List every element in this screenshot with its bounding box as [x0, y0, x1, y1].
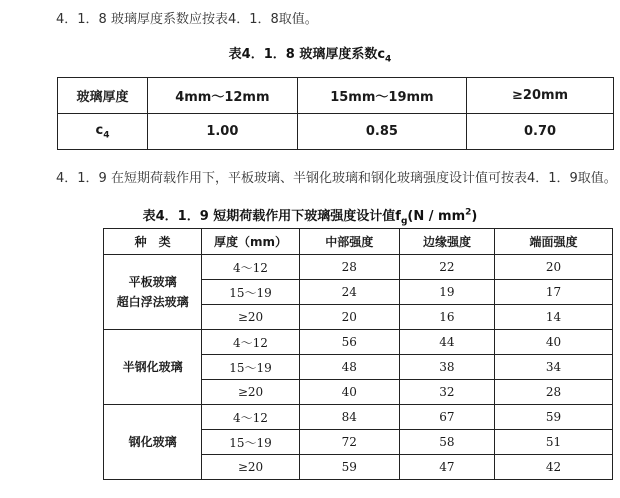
table-cell: 28 — [495, 380, 613, 405]
table-cell: 0.85 — [297, 114, 466, 150]
table-cell: 72 — [299, 430, 399, 455]
table-cell: 20 — [299, 305, 399, 330]
table-cell: 51 — [495, 430, 613, 455]
table-cell: 4mm～12mm — [148, 78, 298, 114]
table-cell: 67 — [399, 405, 494, 430]
caption-text: 表4．1．8 玻璃厚度系数c — [228, 47, 386, 62]
glass-type-label: 钢化玻璃 — [128, 435, 177, 449]
table-cell: 48 — [299, 355, 399, 380]
table-cell: 玻璃厚度 — [58, 78, 148, 114]
table-cell: ≥20 — [202, 455, 300, 480]
table-cell: ≥20 — [202, 380, 300, 405]
table-row — [104, 255, 613, 280]
table-cell: 59 — [299, 455, 399, 480]
table-4-1-8-caption — [0, 43, 620, 65]
table-cell: 40 — [495, 330, 613, 355]
table-cell: 17 — [495, 280, 613, 305]
coefficient-subscript: 4 — [103, 130, 110, 141]
table-cell: 47 — [399, 455, 494, 480]
table-cell: 38 — [399, 355, 494, 380]
table-cell: 34 — [495, 355, 613, 380]
paragraph-4-1-9: 4．1．9 在短期荷载作用下，平板玻璃、半钢化玻璃和钢化玻璃强度设计值可按表4．1．9取值。 — [56, 171, 617, 186]
column-header: 边缘强度 — [399, 229, 494, 255]
table-cell: ≥20mm — [467, 78, 614, 114]
glass-type-cell — [104, 330, 202, 405]
column-header: 端面强度 — [495, 229, 613, 255]
caption-unit-exponent: 2 — [465, 207, 472, 218]
table-cell: ≥20 — [202, 305, 300, 330]
caption-subscript: 4 — [385, 54, 392, 65]
table-header-row — [104, 229, 613, 255]
coefficient-symbol: c — [95, 122, 104, 138]
glass-thickness-coefficient-table — [57, 77, 614, 150]
table-row — [104, 405, 613, 430]
table-row — [58, 78, 614, 114]
table-cell: 28 — [299, 255, 399, 280]
table-cell: 15～19 — [202, 355, 300, 380]
table-cell: 4～12 — [202, 255, 300, 280]
table-cell: 15～19 — [202, 430, 300, 455]
table-cell: 22 — [399, 255, 494, 280]
table-cell: 4～12 — [202, 330, 300, 355]
table-cell: 14 — [495, 305, 613, 330]
caption-text: 表4．1．9 短期荷载作用下玻璃强度设计值f — [142, 209, 401, 224]
column-header: 厚度（mm） — [202, 229, 300, 255]
table-cell: 59 — [495, 405, 613, 430]
table-cell — [58, 114, 148, 150]
glass-type-label: 半钢化玻璃 — [122, 360, 183, 374]
column-header: 中部强度 — [299, 229, 399, 255]
table-cell: 1.00 — [148, 114, 298, 150]
caption-subscript: g — [400, 216, 408, 227]
table-cell: 32 — [399, 380, 494, 405]
table-cell: 42 — [495, 455, 613, 480]
table-row — [58, 114, 614, 150]
table-4-1-9-caption — [0, 205, 620, 227]
table-cell: 15mm～19mm — [297, 78, 466, 114]
table-cell: 0.70 — [467, 114, 614, 150]
caption-unit: (N / mm — [407, 209, 466, 224]
table-cell: 16 — [399, 305, 494, 330]
table-cell: 44 — [399, 330, 494, 355]
table-cell: 19 — [399, 280, 494, 305]
table-cell: 58 — [399, 430, 494, 455]
caption-unit-close: ) — [471, 209, 478, 224]
glass-type-cell — [104, 405, 202, 480]
glass-strength-design-table — [103, 228, 613, 480]
glass-type-label: 平板玻璃 — [128, 275, 177, 289]
table-cell: 40 — [299, 380, 399, 405]
table-cell: 4～12 — [202, 405, 300, 430]
glass-type-cell — [104, 255, 202, 330]
glass-type-label: 超白浮法玻璃 — [116, 295, 189, 309]
table-cell: 84 — [299, 405, 399, 430]
table-cell: 20 — [495, 255, 613, 280]
table-cell: 56 — [299, 330, 399, 355]
table-cell: 15～19 — [202, 280, 300, 305]
table-row — [104, 330, 613, 355]
column-header: 种 类 — [104, 229, 202, 255]
table-cell: 24 — [299, 280, 399, 305]
paragraph-4-1-8: 4．1．8 玻璃厚度系数应按表4．1．8取值。 — [56, 12, 318, 27]
